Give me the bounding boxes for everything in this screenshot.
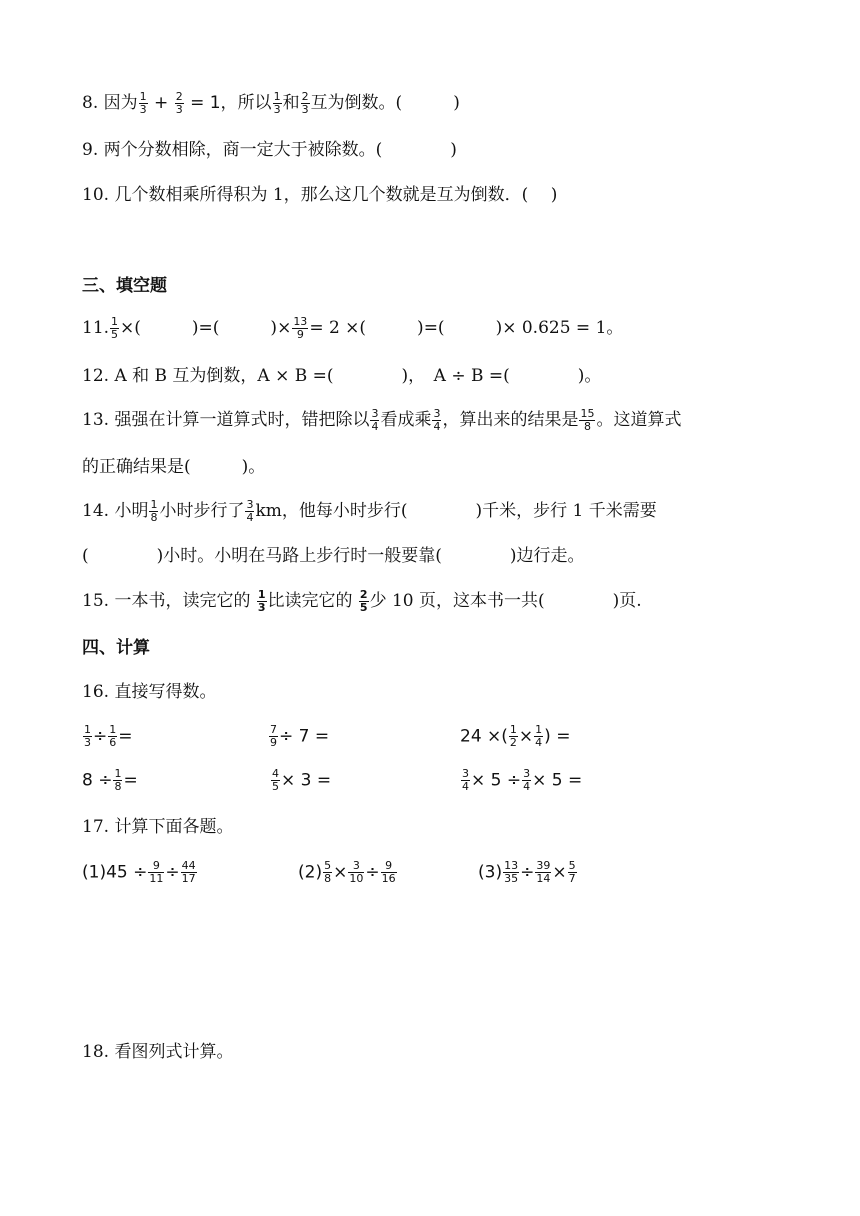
q17-item-1: (1)45 ÷ $\frac{9}{11}$ ÷ $\frac{44}{17}$ bbox=[82, 859, 196, 885]
fraction: $\frac{1}{3}$ bbox=[139, 90, 147, 116]
question-9: 9. 两个分数相除，商一定大于被除数。( ) bbox=[82, 140, 457, 160]
fraction: $\frac{1}{3}$ bbox=[273, 90, 281, 116]
fraction: $\frac{3}{4}$ bbox=[371, 407, 379, 433]
fraction: $\frac{2}{3}$ bbox=[301, 90, 309, 116]
q16-item-5: $\frac{4}{5}$ × 3 = bbox=[272, 767, 332, 793]
question-16: 16. 直接写得数。 bbox=[82, 682, 217, 702]
fraction: $\frac{3}{4}$ bbox=[433, 407, 441, 433]
fraction: $\frac{1}{3}$ bbox=[257, 588, 266, 614]
question-18: 18. 看图列式计算。 bbox=[82, 1042, 234, 1062]
question-10: 10. 几个数相乘所得积为 1，那么这几个数就是互为倒数．( ) bbox=[82, 185, 558, 205]
question-14-line-2: ( )小时。小明在马路上步行时一般要靠( )边行走。 bbox=[82, 546, 585, 566]
q16-item-6: $\frac{3}{4}$ × 5 ÷ $\frac{3}{4}$ × 5 = bbox=[462, 767, 583, 793]
fraction: $\frac{15}{8}$ bbox=[580, 407, 595, 433]
fraction: $\frac{2}{5}$ bbox=[359, 588, 368, 614]
question-13-line-2: 的正确结果是( )。 bbox=[82, 457, 266, 477]
section-heading-fill-blank: 三、填空题 bbox=[82, 276, 167, 296]
fraction: $\frac{2}{3}$ bbox=[175, 90, 183, 116]
section-heading-calculation: 四、计算 bbox=[82, 638, 150, 658]
fraction: $\frac{13}{9}$ bbox=[293, 315, 308, 341]
question-12: 12. A 和 B 互为倒数，A × B =( )， A ÷ B =( )。 bbox=[82, 366, 602, 386]
q17-item-3: (3) $\frac{13}{35}$ ÷ $\frac{39}{14}$ × $\frac{5}{7}$ bbox=[478, 859, 576, 885]
q16-item-1: $\frac{1}{3}$ ÷ $\frac{1}{6}$ = bbox=[84, 723, 133, 749]
question-13: 13. 强强在计算一道算式时，错把除以 $\frac{3}{4}$ 看成乘 $\frac{3}{4}$ ，算出来的结果是 $\frac{15}{8}$ 。这道算式 bbox=[82, 407, 682, 433]
fraction: $\frac{3}{4}$ bbox=[246, 498, 254, 524]
q16-item-3: 24 ×( $\frac{1}{2}$ × $\frac{1}{4}$ ) = bbox=[460, 723, 571, 749]
q16-item-2: $\frac{7}{9}$ ÷ 7 = bbox=[270, 723, 330, 749]
question-8: 8. 因为 $\frac{1}{3}$ + $\frac{2}{3}$ = 1，所以 $\frac{1}{3}$ 和 $\frac{2}{3}$ 互为倒数。( ) bbox=[82, 90, 460, 116]
fraction: $\frac{1}{8}$ bbox=[150, 498, 158, 524]
q16-item-4: 8 ÷ $\frac{1}{8}$ = bbox=[82, 767, 138, 793]
question-15: 15. 一本书，读完它的 $\frac{1}{3}$ 比读完它的 $\frac{2}{5}$ 少 10 页，这本书一共( )页. bbox=[82, 588, 642, 614]
question-14: 14. 小明 $\frac{1}{8}$ 小时步行了 $\frac{3}{4}$ km，他每小时步行( )千米，步行 1 千米需要 bbox=[82, 498, 657, 524]
fraction: $\frac{1}{5}$ bbox=[111, 315, 119, 341]
question-11: 11. $\frac{1}{5}$ ×( )=( )× $\frac{13}{9}$ = 2 ×( )=( )× 0.625 = 1。 bbox=[82, 315, 624, 341]
question-17: 17. 计算下面各题。 bbox=[82, 817, 234, 837]
q17-item-2: (2) $\frac{5}{8}$ × $\frac{3}{10}$ ÷ $\frac{9}{16}$ bbox=[298, 859, 396, 885]
